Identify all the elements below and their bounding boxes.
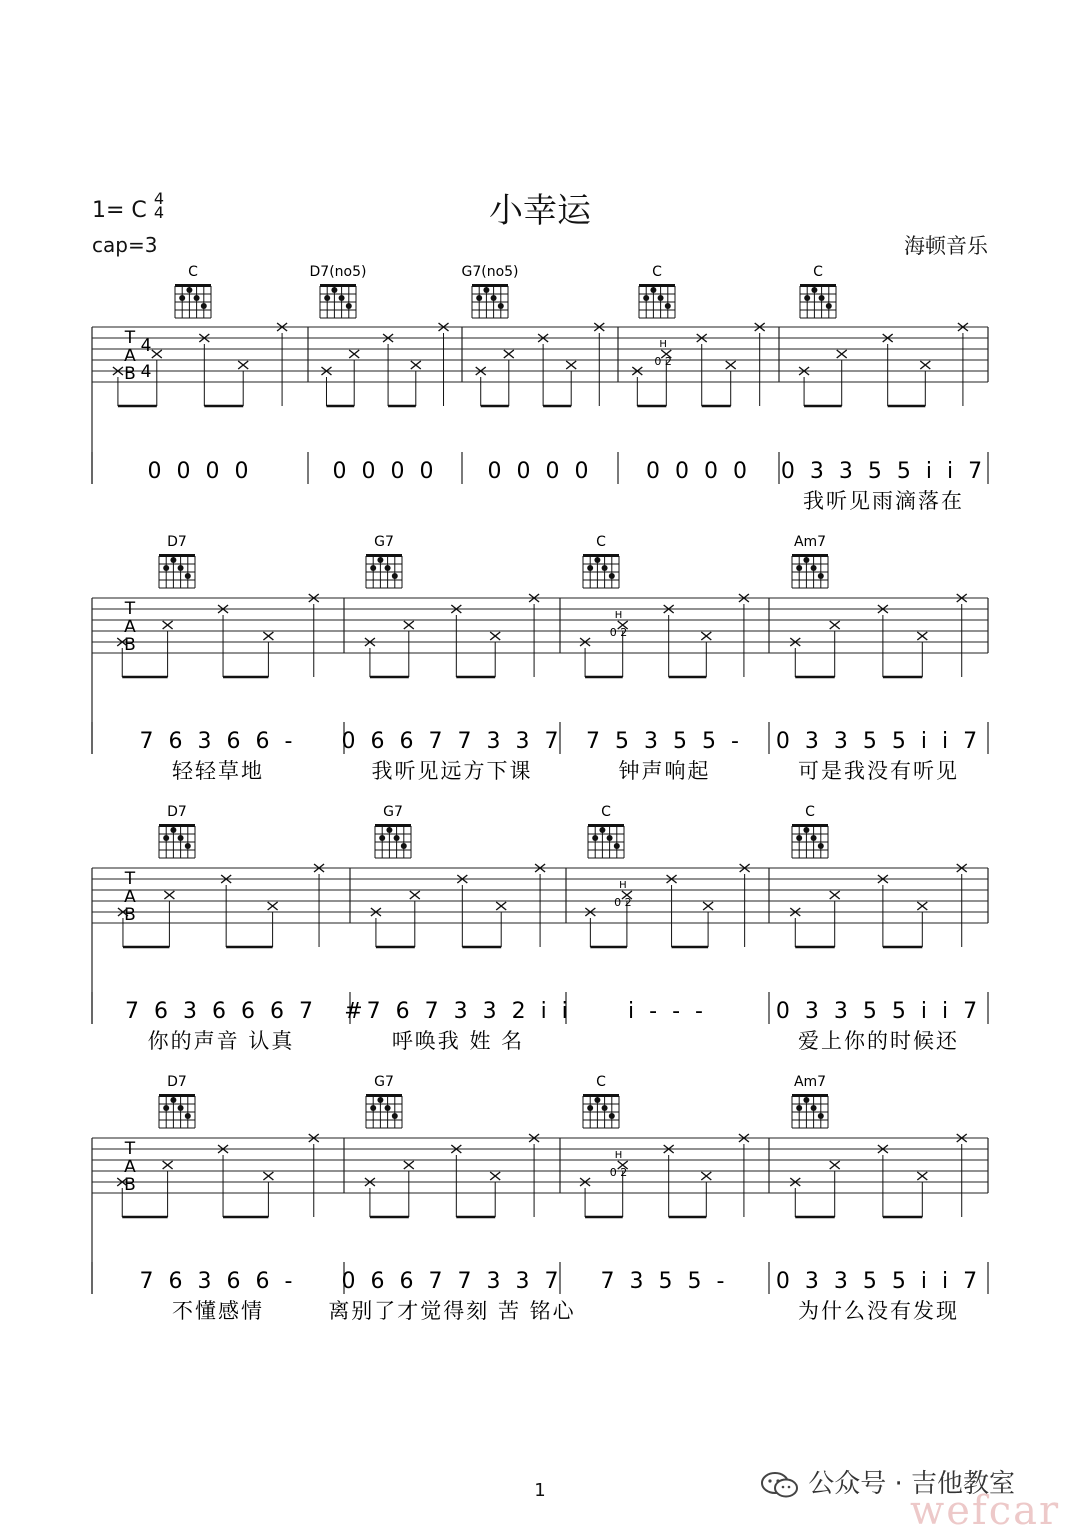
chord-dot: [818, 843, 824, 849]
chord-dot: [179, 295, 185, 301]
tab-note-x: [504, 350, 514, 358]
tab-note-x: [920, 361, 930, 369]
key-signature: 1= C: [92, 198, 147, 223]
chord-diagram-label: C: [813, 264, 823, 280]
harmonic-frets: 0 2: [609, 1166, 628, 1179]
chord-dot: [483, 287, 489, 293]
lyric-line: 轻轻草地: [172, 759, 264, 783]
chord-dot: [370, 565, 376, 571]
harmonic-label: H: [619, 880, 627, 891]
chord-dot: [811, 1105, 817, 1111]
chord-dot: [602, 565, 608, 571]
chord-dot: [185, 843, 191, 849]
chord-dot: [331, 287, 337, 293]
chord-dot: [818, 1113, 824, 1119]
chord-dot: [385, 565, 391, 571]
chord-dot: [609, 573, 615, 579]
chord-dot: [339, 295, 345, 301]
jianpu-measure: 0 3 3 5 5 i i 7: [780, 459, 987, 484]
chord-diagram-label: D7(no5): [309, 264, 367, 280]
harmonic-frets: 0 2: [654, 355, 672, 368]
chord-diagram-label: C: [652, 264, 662, 280]
jianpu-measure: 0 3 3 5 5 i i 7: [775, 1269, 982, 1294]
tab-clef-letter: A: [124, 887, 136, 907]
chord-diagram: [320, 284, 356, 318]
tab-clef-letter: T: [124, 328, 136, 348]
chord-dot: [811, 835, 817, 841]
chord-nut: [792, 554, 828, 557]
chord-dot: [811, 287, 817, 293]
jianpu-measure: 7 5 3 5 5 -: [586, 729, 743, 754]
jianpu-measure: 7 3 5 5 -: [600, 1269, 729, 1294]
chord-dot: [186, 287, 192, 293]
chord-nut: [159, 554, 195, 557]
lyric-line: 钟声响起: [618, 759, 711, 783]
song-title: 小幸运: [489, 191, 591, 231]
jianpu-measure: #7 6 7 3 3 2 i i: [344, 999, 572, 1024]
chord-diagram-label: C: [601, 804, 611, 820]
chord-dot: [170, 827, 176, 833]
wechat-icon: [760, 1470, 800, 1500]
lyric-line: 我听见雨滴落在: [803, 489, 964, 513]
chord-diagram: [366, 1094, 402, 1128]
chord-dot: [178, 835, 184, 841]
tab-clef-letter: A: [124, 346, 136, 366]
tab-note-x: [496, 902, 506, 910]
chord-diagram: [583, 1094, 619, 1128]
chord-dot: [796, 565, 802, 571]
chord-nut: [792, 824, 828, 827]
chord-diagram: [639, 284, 675, 318]
chord-dot: [587, 565, 593, 571]
tab-time-num: 4: [140, 336, 152, 356]
chord-dot: [385, 1105, 391, 1111]
time-numerator: 4: [153, 189, 165, 208]
chord-dot: [609, 1113, 615, 1119]
chord-dot: [796, 835, 802, 841]
chord-dot: [170, 1097, 176, 1103]
chord-dot: [592, 835, 598, 841]
lyric-line: 不懂感情: [172, 1299, 264, 1323]
chord-nut: [583, 1094, 619, 1097]
tab-note-x: [163, 1161, 173, 1169]
harmonic-label: H: [659, 339, 667, 350]
chord-diagram: [159, 1094, 195, 1128]
chord-dot: [194, 295, 200, 301]
chord-diagram-label: D7: [167, 534, 187, 550]
chord-dot: [804, 295, 810, 301]
chord-nut: [320, 284, 356, 287]
tab-clef-letter: T: [124, 869, 136, 889]
tab-note-x: [404, 621, 414, 629]
chord-dot: [178, 1105, 184, 1111]
chord-dot: [386, 827, 392, 833]
tab-note-x: [152, 350, 162, 358]
chord-diagram: [175, 284, 211, 318]
chord-diagram: [472, 284, 508, 318]
jianpu-measure: 0 0 0 0: [147, 459, 253, 484]
chord-nut: [792, 1094, 828, 1097]
lyric-line: 呼唤我 姓 名: [391, 1029, 525, 1053]
chord-dot: [377, 557, 383, 563]
tab-clef-letter: A: [124, 1157, 136, 1177]
arranger-credit: 海顿音乐: [904, 234, 988, 258]
chord-dot: [614, 843, 620, 849]
chord-dot: [491, 295, 497, 301]
chord-dot: [803, 827, 809, 833]
chord-dot: [401, 843, 407, 849]
chord-diagram-label: G7(no5): [461, 264, 519, 280]
chord-dot: [602, 1105, 608, 1111]
chord-dot: [324, 295, 330, 301]
tab-note-x: [263, 1172, 273, 1180]
lyric-line: 我听见远方下课: [371, 759, 533, 783]
tab-note-x: [917, 1172, 927, 1180]
tab-note-x: [917, 632, 927, 640]
harmonic-frets: 0 2: [614, 896, 632, 909]
chord-dot: [185, 1113, 191, 1119]
chord-diagram: [366, 554, 402, 588]
harmonic-label: H: [614, 1150, 623, 1161]
chord-dot: [163, 1105, 169, 1111]
jianpu-measure: 7 6 3 6 6 -: [139, 729, 297, 754]
chord-diagram-label: G7: [374, 1074, 394, 1090]
chord-dot: [476, 295, 482, 301]
chord-dot: [819, 295, 825, 301]
tab-note-x: [164, 891, 174, 899]
chord-diagram: [792, 824, 828, 858]
jianpu-measure: 0 6 6 7 7 3 3 7: [341, 1269, 563, 1294]
tab-clef-letter: T: [124, 599, 136, 619]
jianpu-measure: 0 3 3 5 5 i i 7: [775, 729, 982, 754]
tab-note-x: [701, 1172, 711, 1180]
chord-diagram: [792, 1094, 828, 1128]
chord-diagram-label: D7: [167, 1074, 187, 1090]
capo-text: cap=3: [92, 233, 158, 257]
tab-note-x: [703, 902, 713, 910]
harmonic-label: H: [614, 610, 623, 621]
chord-nut: [159, 824, 195, 827]
chord-dot: [607, 835, 613, 841]
chord-nut: [366, 1094, 402, 1097]
chord-dot: [643, 295, 649, 301]
chord-nut: [583, 554, 619, 557]
tab-clef-letter: B: [124, 635, 136, 655]
chord-dot: [170, 557, 176, 563]
chord-diagram: [159, 554, 195, 588]
chord-nut: [472, 284, 508, 287]
tab-clef-letter: B: [124, 905, 136, 925]
chord-diagram-label: Am7: [793, 1074, 827, 1090]
chord-dot: [498, 303, 504, 309]
chord-dot: [826, 303, 832, 309]
chord-dot: [803, 557, 809, 563]
chord-diagram-label: G7: [374, 534, 394, 550]
tab-note-x: [490, 632, 500, 640]
chord-dot: [594, 557, 600, 563]
chord-dot: [665, 303, 671, 309]
chord-dot: [658, 295, 664, 301]
tab-note-x: [263, 632, 273, 640]
chord-diagram: [588, 824, 624, 858]
tab-note-x: [830, 1161, 840, 1169]
lyric-line: 可是我没有听见: [798, 759, 959, 783]
chord-diagram-label: C: [596, 1074, 606, 1090]
chord-dot: [394, 835, 400, 841]
tab-note-x: [830, 891, 840, 899]
chord-nut: [639, 284, 675, 287]
chord-dot: [818, 573, 824, 579]
tab-clef-letter: T: [124, 1139, 136, 1159]
tab-note-x: [490, 1172, 500, 1180]
chord-nut: [175, 284, 211, 287]
tab-time-den: 4: [140, 362, 152, 382]
chord-diagram: [375, 824, 411, 858]
tab-clef-letter: A: [124, 617, 136, 637]
tab-note-x: [917, 902, 927, 910]
chord-diagram: [792, 554, 828, 588]
chord-nut: [800, 284, 836, 287]
chord-dot: [587, 1105, 593, 1111]
tab-note-x: [163, 621, 173, 629]
chord-dot: [370, 1105, 376, 1111]
jianpu-measure: 0 0 0 0: [332, 459, 438, 484]
harmonic-frets: 0 2: [609, 626, 628, 639]
chord-dot: [392, 573, 398, 579]
chord-diagram-label: C: [805, 804, 815, 820]
tab-clef-letter: B: [124, 364, 136, 384]
jianpu-measure: 0 0 0 0: [646, 459, 751, 484]
chord-dot: [346, 303, 352, 309]
chord-diagram: [159, 824, 195, 858]
page-number: 1: [534, 1480, 546, 1501]
tab-note-x: [410, 891, 420, 899]
chord-diagram-label: D7: [167, 804, 187, 820]
jianpu-measure: 7 6 3 6 6 -: [139, 1269, 297, 1294]
jianpu-measure: 0 0 0 0: [487, 459, 593, 484]
chord-dot: [185, 573, 191, 579]
chord-nut: [375, 824, 411, 827]
tab-note-x: [404, 1161, 414, 1169]
chord-nut: [366, 554, 402, 557]
tab-note-x: [349, 350, 359, 358]
watermark: wefcar: [910, 1488, 1061, 1534]
lyric-line: 离别了才觉得刻 苦 铭心: [328, 1299, 576, 1323]
chord-nut: [159, 1094, 195, 1097]
tab-note-x: [701, 632, 711, 640]
jianpu-measure: i - - -: [628, 999, 707, 1024]
jianpu-measure: 7 6 3 6 6 6 7: [125, 999, 317, 1024]
lyric-line: 为什么没有发现: [798, 1299, 959, 1323]
chord-dot: [163, 565, 169, 571]
jianpu-measure: 0 6 6 7 7 3 3 7: [341, 729, 563, 754]
chord-diagram-label: G7: [383, 804, 403, 820]
chord-dot: [796, 1105, 802, 1111]
chord-dot: [201, 303, 207, 309]
tab-clef-letter: B: [124, 1175, 136, 1195]
lyric-line: 爱上你的时候还: [798, 1029, 959, 1053]
chord-dot: [379, 835, 385, 841]
footer-text: 公众号 · 吉他教室: [808, 1469, 1016, 1499]
tab-note-x: [268, 902, 278, 910]
chord-diagram-label: C: [188, 264, 198, 280]
chord-dot: [811, 565, 817, 571]
chord-dot: [178, 565, 184, 571]
tab-note-x: [566, 361, 576, 369]
tab-note-x: [726, 361, 736, 369]
chord-diagram-label: C: [596, 534, 606, 550]
chord-dot: [163, 835, 169, 841]
chord-nut: [588, 824, 624, 827]
chord-dot: [392, 1113, 398, 1119]
tab-note-x: [411, 361, 421, 369]
tab-note-x: [238, 361, 248, 369]
chord-dot: [594, 1097, 600, 1103]
chord-dot: [599, 827, 605, 833]
time-denominator: 4: [153, 203, 165, 222]
lyric-line: 你的声音 认真: [147, 1029, 295, 1053]
tab-note-x: [837, 350, 847, 358]
tab-note-x: [830, 621, 840, 629]
chord-diagram-label: Am7: [793, 534, 827, 550]
chord-diagram: [800, 284, 836, 318]
chord-dot: [377, 1097, 383, 1103]
jianpu-measure: 0 3 3 5 5 i i 7: [775, 999, 982, 1024]
chord-dot: [803, 1097, 809, 1103]
chord-diagram: [583, 554, 619, 588]
chord-dot: [650, 287, 656, 293]
